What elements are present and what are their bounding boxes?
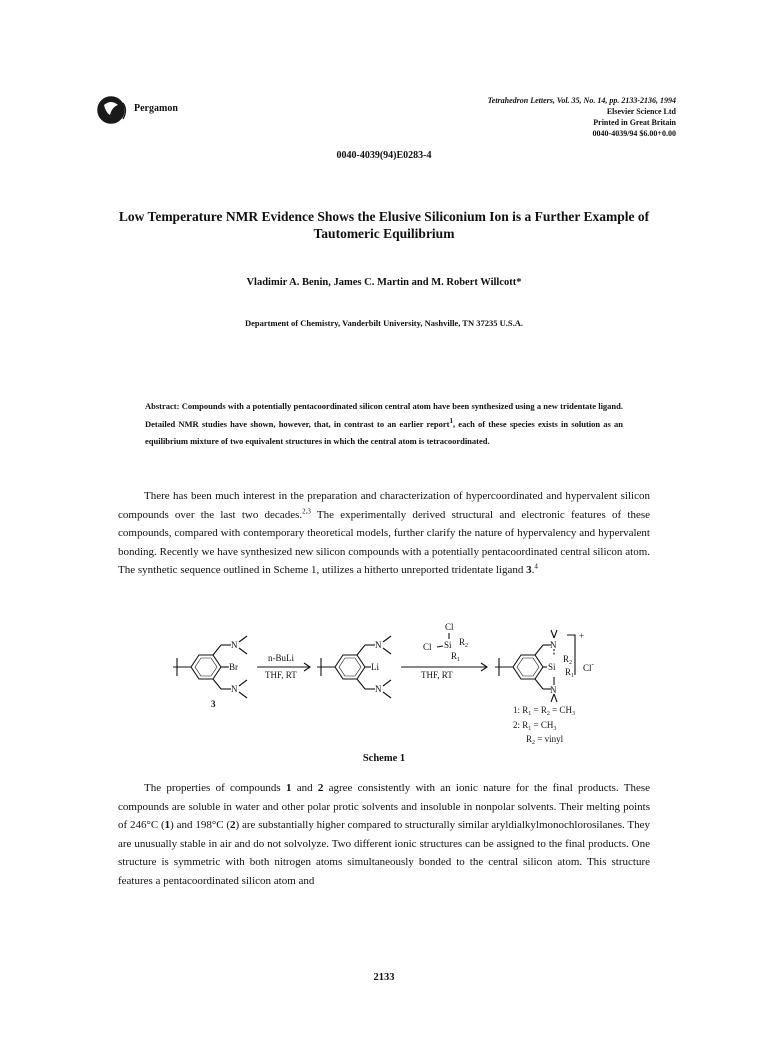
journal-citation: Tetrahedron Letters, Vol. 35, No. 14, pp. 2133-2136, 1994 [487, 96, 676, 105]
p1-ref-2: 4 [534, 562, 538, 571]
reagent-2-bottom: THF, RT [421, 670, 453, 680]
product-definition-1: 1: $R_1 = R_2 = CH_3$ [513, 705, 575, 717]
p2-text-a: The properties of compounds [144, 782, 286, 794]
body-paragraph-2 [118, 779, 650, 891]
body-paragraph-1 [118, 487, 650, 580]
abstract-text-end: , each of these species exists in solution as an equilibrium mixture of two equivalent structures in which the central atom is tetracoordinated. [145, 418, 624, 446]
article-affiliation: Department of Chemistry, Vanderbilt University, Nashville, TN 37235 U.S.A. [245, 318, 523, 328]
product-r2: $R_2$ [563, 654, 573, 666]
silane-cl-top: Cl [445, 622, 454, 632]
silane-cl-left: Cl [423, 642, 432, 652]
article-authors: Vladimir A. Benin, James C. Martin and M. Robert Willcott* [246, 277, 522, 288]
product-charge: + [579, 631, 585, 641]
p2-text-c: ) and 198°C ( [170, 819, 231, 832]
p1-text-b: The experimentally derived structural and electronic features of these compounds, compared with contemporary theoretical models, further clarify the nature of hypervalency and hypervalent bonding. Recently we have synthesized new silicon compounds with a potentially pentacoordinated central silicon atom. The synthetic sequence outlined in Scheme 1, utilizes a hitherto unreported tridentate ligand [118, 508, 650, 577]
price-code: 0040-4039/94 $6.00+0.00 [592, 129, 676, 138]
journal-info [488, 95, 676, 139]
n-label-bottom-li: N [375, 684, 382, 694]
product-si: Si [548, 662, 556, 672]
abstract-label: Abstract: [145, 401, 180, 411]
scheme-1-diagram [165, 615, 625, 755]
product-r1: $R_1$ [565, 667, 575, 679]
article-title: Low Temperature NMR Evidence Shows the Elusive Siliconium Ion is a Further Example of Tautomeric Equilibrium [118, 209, 650, 241]
scheme-caption: Scheme 1 [362, 753, 406, 764]
reagent-1-bottom: THF, RT [265, 670, 297, 680]
p2-text-d: ) are substantially higher compared to structurally similar aryldialkylmonochlorosilanes. They are unusually stable in air and do not solvolyze. Two different ionic structures can be assigned to the final products. One structure is symmetric with both nitrogen atoms simultaneously bonded to the central silicon atom. This structure features a pentacoordinated silicon atom and [118, 819, 651, 887]
publisher-name: Pergamon [134, 103, 178, 114]
p2-text-b: agree consistently with an ionic nature for the final products. These compounds are soluble in water and other polar protic solvents and insoluble in nonpolar solvents. Their melting points of 246°C ( [118, 782, 650, 832]
counterion: Cl- [583, 660, 594, 673]
p1-ligand-ref: 3 [526, 564, 532, 577]
publisher-logo [96, 93, 130, 127]
silane-r1: $R_1$ [451, 651, 461, 663]
p2-compound-2: 2 [317, 782, 324, 794]
p1-ref-1: 2,3 [302, 506, 311, 515]
p2-compound-1: 1 [285, 782, 292, 794]
abstract-ref: 1 [449, 416, 453, 425]
printed-in: Printed in Great Britain [593, 118, 676, 127]
n-label-top-li: N [375, 640, 382, 650]
lithium-label: Li [371, 662, 379, 672]
bromo-label: Br [229, 662, 238, 672]
silane-si: Si [444, 640, 452, 650]
n-label-top-3: N [231, 640, 238, 650]
p1-text-a: There has been much interest in the preparation and characterization of hypercoordinated and hypervalent silicon compounds over the last two decades. [118, 490, 650, 521]
n-label-bottom-product: N [550, 685, 557, 695]
product-definition-2: 2: $R_1 = CH_3$ [513, 720, 557, 732]
product-definition-3: $R_2$ = vinyl [526, 734, 564, 746]
journal-publisher: Elsevier Science Ltd [606, 107, 676, 116]
compound-3-label: 3 [211, 699, 216, 709]
reagent-1-top: n-BuLi [268, 653, 294, 663]
abstract [145, 398, 623, 451]
page-number: 2133 [373, 972, 395, 983]
p2-and: and [291, 782, 318, 794]
p1-end: . [531, 564, 535, 577]
silane-r2: $R_2$ [459, 637, 469, 649]
doi-code: 0040-4039(94)E0283-4 [336, 150, 432, 161]
n-label-bottom-3: N [231, 684, 238, 694]
p2-compound-1b: 1 [164, 819, 171, 832]
p2-compound-2b: 2 [230, 819, 236, 832]
abstract-text: Compounds with a potentially pentacoordinated silicon central atom have been synthesized using a new tridentate ligand. Detailed NMR studies have shown, however, that, in contrast to an earlier report [145, 401, 624, 429]
n-label-top-product: N [550, 640, 557, 650]
